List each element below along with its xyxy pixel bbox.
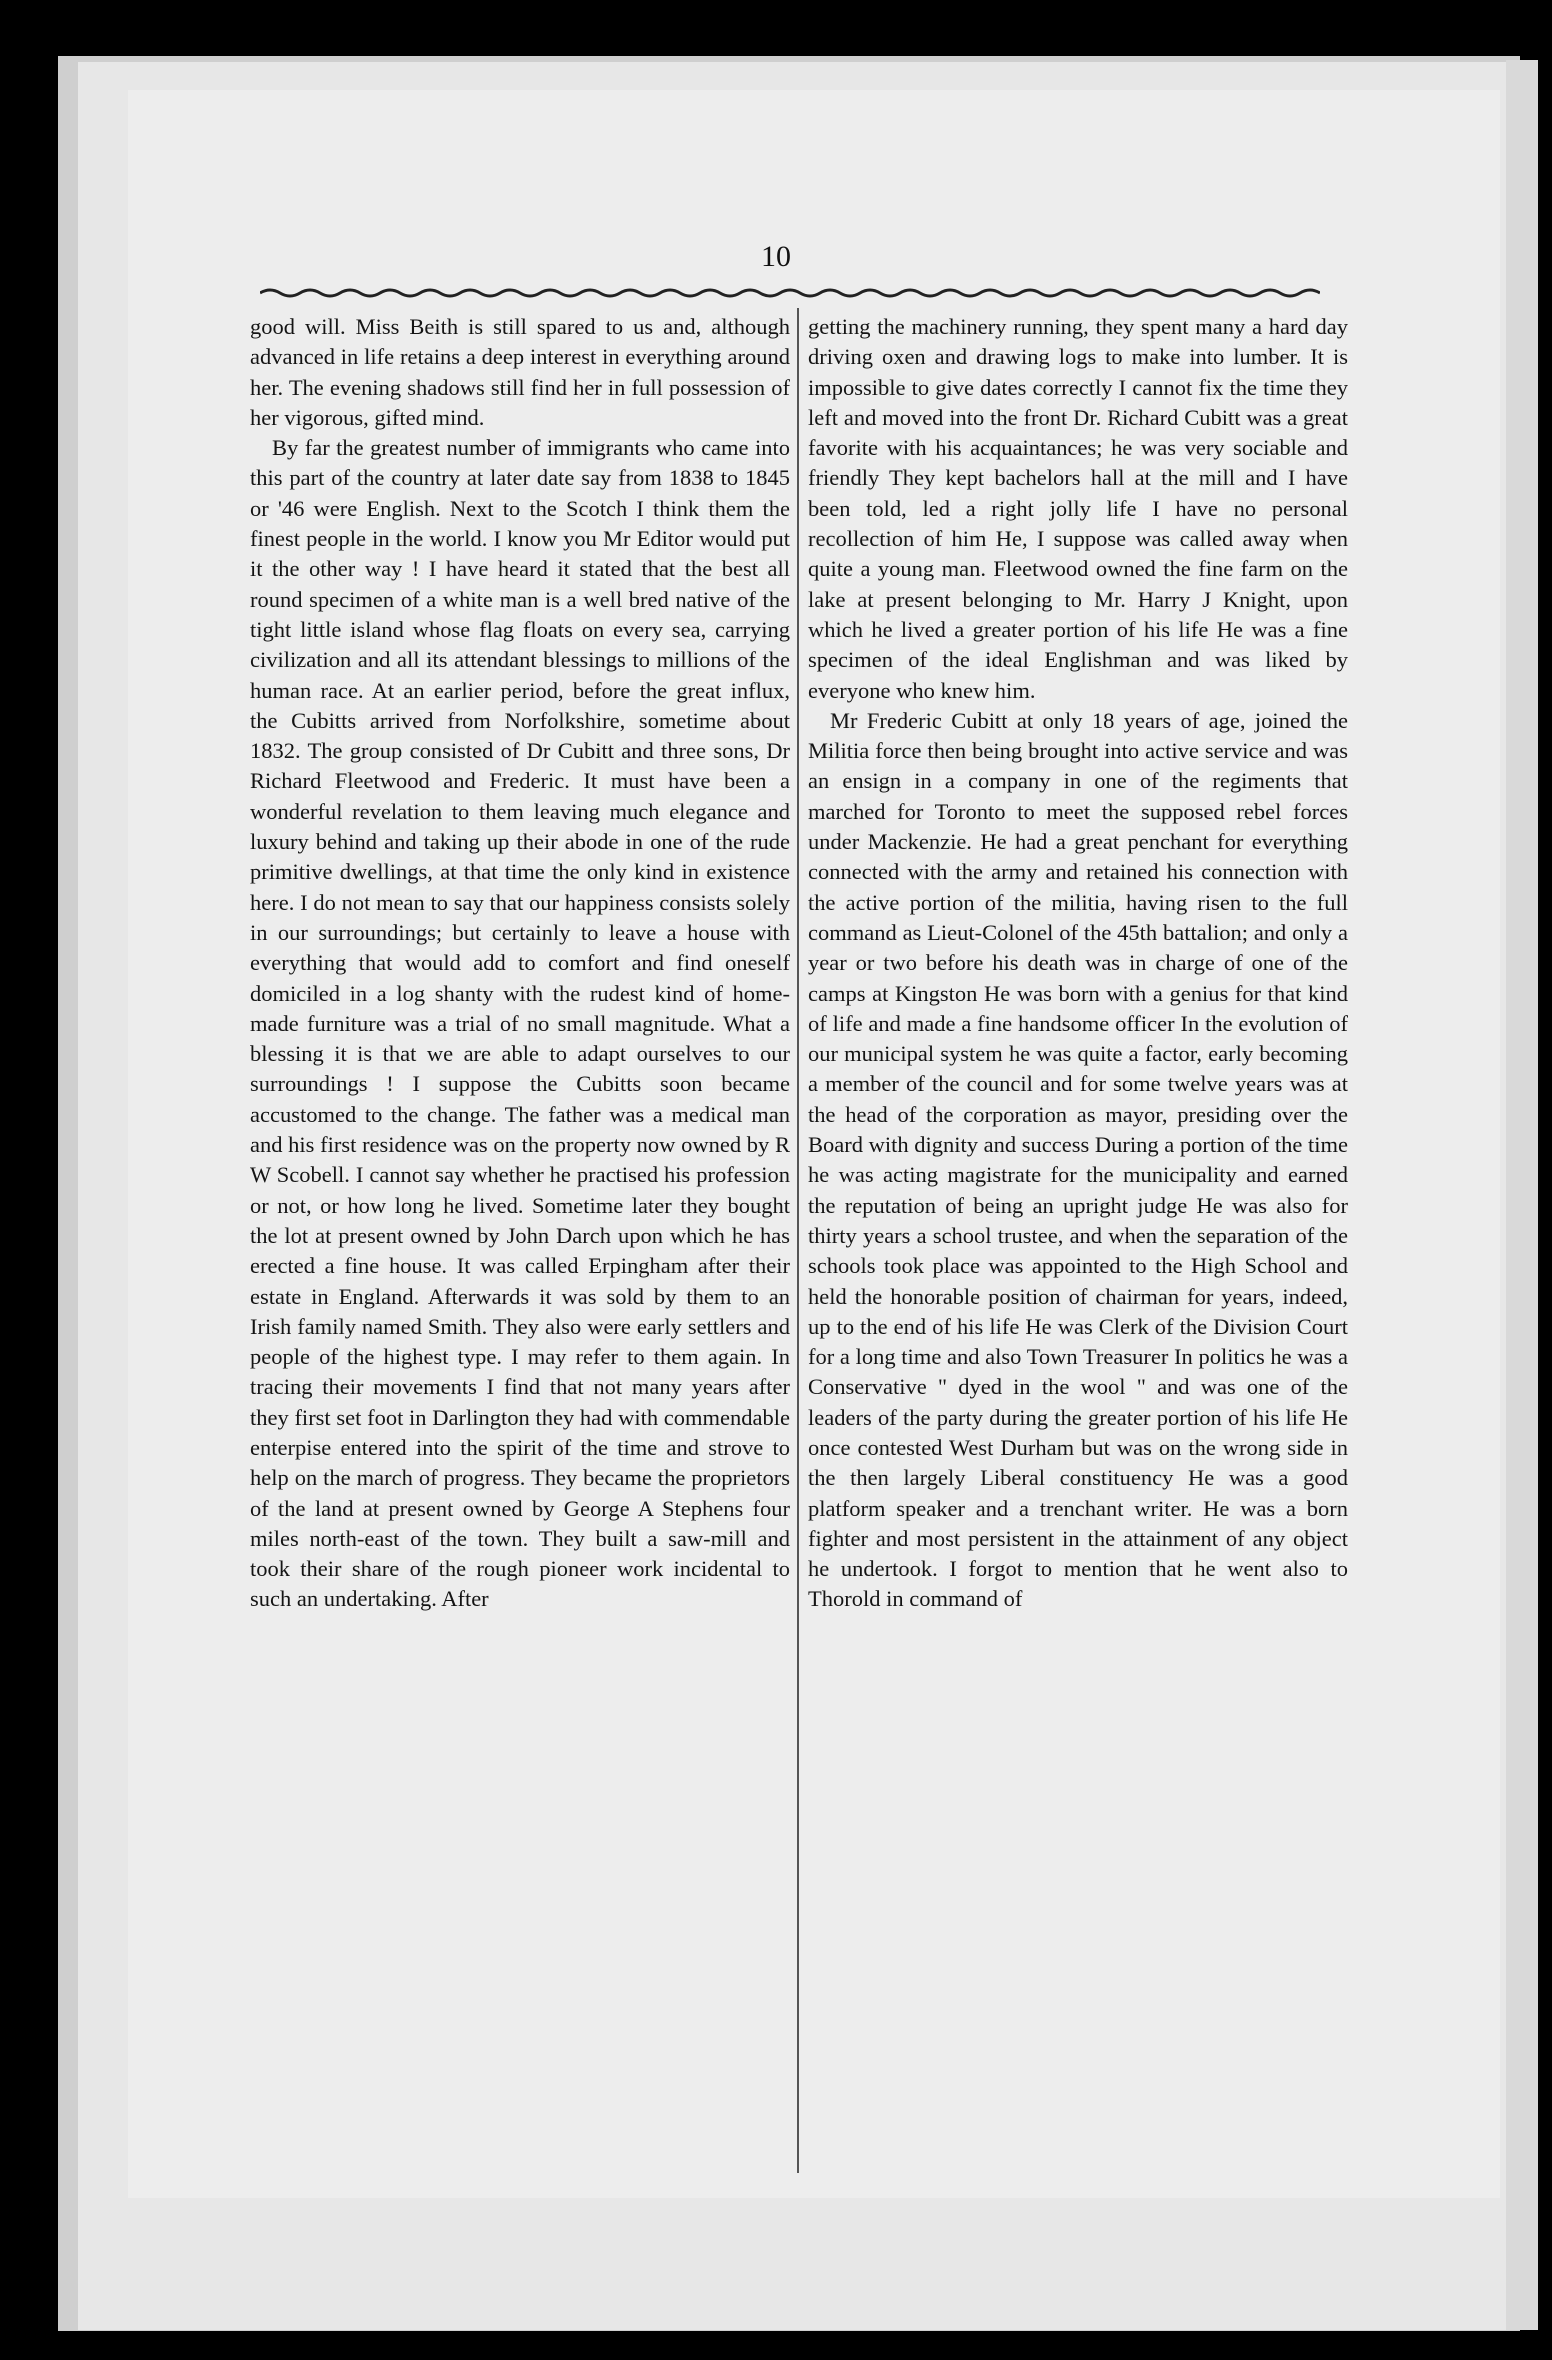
right-paragraph-1: getting the machinery running, they spent many a hard day driving oxen and drawing logs to make into lumber. It is impossible to give dates correctly I cannot fix the time they left and moved into the front Dr. Richard Cubitt was a great favorite with his acquaintances; he was very sociable and friendly They kept bachelors hall at the mill and I have been told, led a right jolly life I have no personal recollection of him He, I suppose was called away when quite a young man. Fleetwood owned the fine farm on the lake at present belonging to Mr. Harry J Knight, upon which he lived a greater portion of his life He was a fine specimen of the ideal Englishman and was liked by everyone who knew him. [808,314,1348,703]
left-paragraph-1: good will. Miss Beith is still spared to us and, although advanced in life retains a deep interest in everything around her. The evening shadows still find her in full possession of her vigorous, gifted mind. [250,314,790,430]
left-paragraph-2: By far the greatest number of immigrants who came into this part of the country at later date say from 1838 to 1845 or '46 were English. Next to the Scotch I think them the finest people in the world. I know you Mr Editor would put it the other way ! I have heard it stated that the best all round specimen of a white man is a well bred native of the tight little island whose flag floats on every sea, carrying civilization and all its attendant blessings to millions of the human race. At an earlier period, before the great influx, the Cubitts arrived from Norfolkshire, sometime about 1832. The group consisted of Dr Cubitt and three sons, Dr Richard Fleetwood and Frederic. It must have been a wonderful revelation to them leaving much elegance and luxury behind and taking up their abode in one of the rude primitive dwellings, at that time the only kind in existence here. I do not mean to say that our happiness consists solely in our surroundings; but certainly to leave a house with everything that would add to comfort and find oneself domiciled in a log shanty with the rudest kind of home-made furniture was a trial of no small magnitude. What a blessing it is that we are able to adapt ourselves to our surroundings ! I suppose the Cubitts soon became accustomed to the change. The father was a medical man and his first residence was on the property now owned by R W Scobell. I cannot say whether he practised his profession or not, or how long he lived. Sometime later they bought the lot at present owned by John Darch upon which he has erected a fine house. It was called Erpingham after their estate in England. Afterwards it was sold by them to an Irish family named Smith. They also were early settlers and people of the highest type. I may refer to them again. In tracing their movements I find that not many years after they first set foot in Darlington they had with commendable enterpise entered into the spirit of the time and strove to help on the march of progress. They became the proprietors of the land at present owned by George A Stephens four miles north-east of the town. They built a saw-mill and took their share of the rough pioneer work incidental to such an undertaking. After [250,435,790,1612]
left-column [250,312,790,1615]
right-paragraph-2: Mr Frederic Cubitt at only 18 years of age, joined the Militia force then being brought into active service and was an ensign in a company in one of the regiments that marched for Toronto to meet the supposed rebel forces under Mackenzie. He had a great penchant for everything connected with the army and retained his connection with the active portion of the militia, having risen to the full command as Lieut-Colonel of the 45th battalion; and only a year or two before his death was in charge of one of the camps at Kingston He was born with a genius for that kind of life and made a fine handsome officer In the evolution of our municipal system he was quite a factor, early becoming a member of the council and for some twelve years was at the head of the corporation as mayor, presiding over the Board with dignity and success During a portion of the time he was acting magistrate for the municipality and earned the reputation of being an upright judge He was also for thirty years a school trustee, and when the separation of the schools took place was appointed to the High School and held the honorable position of chairman for years, indeed, up to the end of his life He was Clerk of the Division Court for a long time and also Town Treasurer In politics he was a Conservative " dyed in the wool " and was one of the leaders of the party during the greater portion of his life He once contested West Durham but was on the wrong side in the then largely Liberal constituency He was a good platform speaker and a trenchant writer. He was a born fighter and most persistent in the attainment of any object he undertook. I forgot to mention that he went also to Thorold in command of [808,707,1348,1612]
column-divider [797,308,799,2173]
page-number: 10 [761,240,791,273]
page-edge [1506,60,1538,2330]
scan-border-top [0,0,1552,60]
right-column [808,312,1348,1615]
decorative-wavy-rule [260,285,1320,299]
